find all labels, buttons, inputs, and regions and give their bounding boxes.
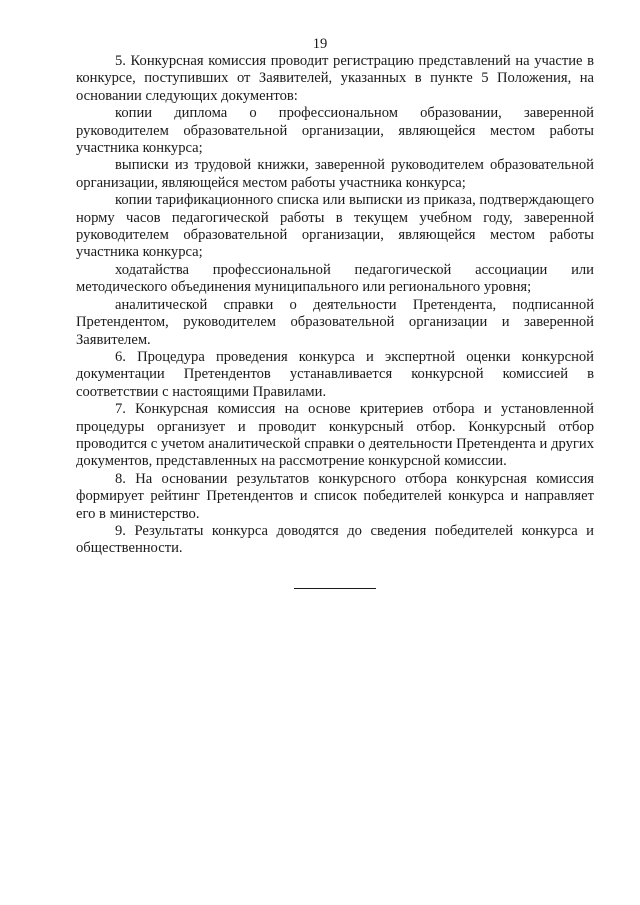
paragraph-diploma-copy: копии диплома о профессиональном образовании, заверенной руководителем образовательной организации, являющейся местом работы участника конкурса; xyxy=(76,105,594,157)
end-separator-line xyxy=(294,588,376,589)
paragraph-item-6: 6. Процедура проведения конкурса и экспертной оценки конкурсной документации Претендентов устанавливается конкурсной комиссией в соответствии с настоящими Правилами. xyxy=(76,348,594,400)
document-body xyxy=(76,53,594,558)
paragraph-item-8: 8. На основании результатов конкурсного отбора конкурсная комиссия формирует рейтинг Претендентов и список победителей конкурса и направляет его в министерство. xyxy=(76,470,594,522)
paragraph-petition: ходатайства профессиональной педагогической ассоциации или методического объединения муниципального или регионального уровня; xyxy=(76,261,594,296)
paragraph-item-5: 5. Конкурсная комиссия проводит регистрацию представлений на участие в конкурсе, поступивших от Заявителей, указанных в пункте 5 Положения, на основании следующих документов: xyxy=(76,53,594,104)
page-number: 19 xyxy=(312,36,328,52)
paragraph-tariff-list: копии тарификационного списка или выписки из приказа, подтверждающего норму часов педагогической работы в текущем учебном году, заверенной руководителем образовательной организации, являющейся местом работы участника конкурса; xyxy=(76,192,594,261)
paragraph-employment-record: выписки из трудовой книжки, заверенной руководителем образовательной организации, являющейся местом работы участника конкурса; xyxy=(76,157,594,191)
paragraph-item-9: 9. Результаты конкурса доводятся до сведения победителей конкурса и общественности. xyxy=(76,522,594,557)
paragraph-analytical-reference: аналитической справки о деятельности Претендента, подписанной Претендентом, руководителем образовательной организации и заверенной Заявителем. xyxy=(76,296,594,348)
paragraph-item-7: 7. Конкурсная комиссия на основе критериев отбора и установленной процедуры организует и проводит конкурсный отбор. Конкурсный отбор проводится с учетом аналитической справки о деятельности Претендента и других документов, представленных на рассмотрение конкурсной комиссии. xyxy=(76,401,594,470)
